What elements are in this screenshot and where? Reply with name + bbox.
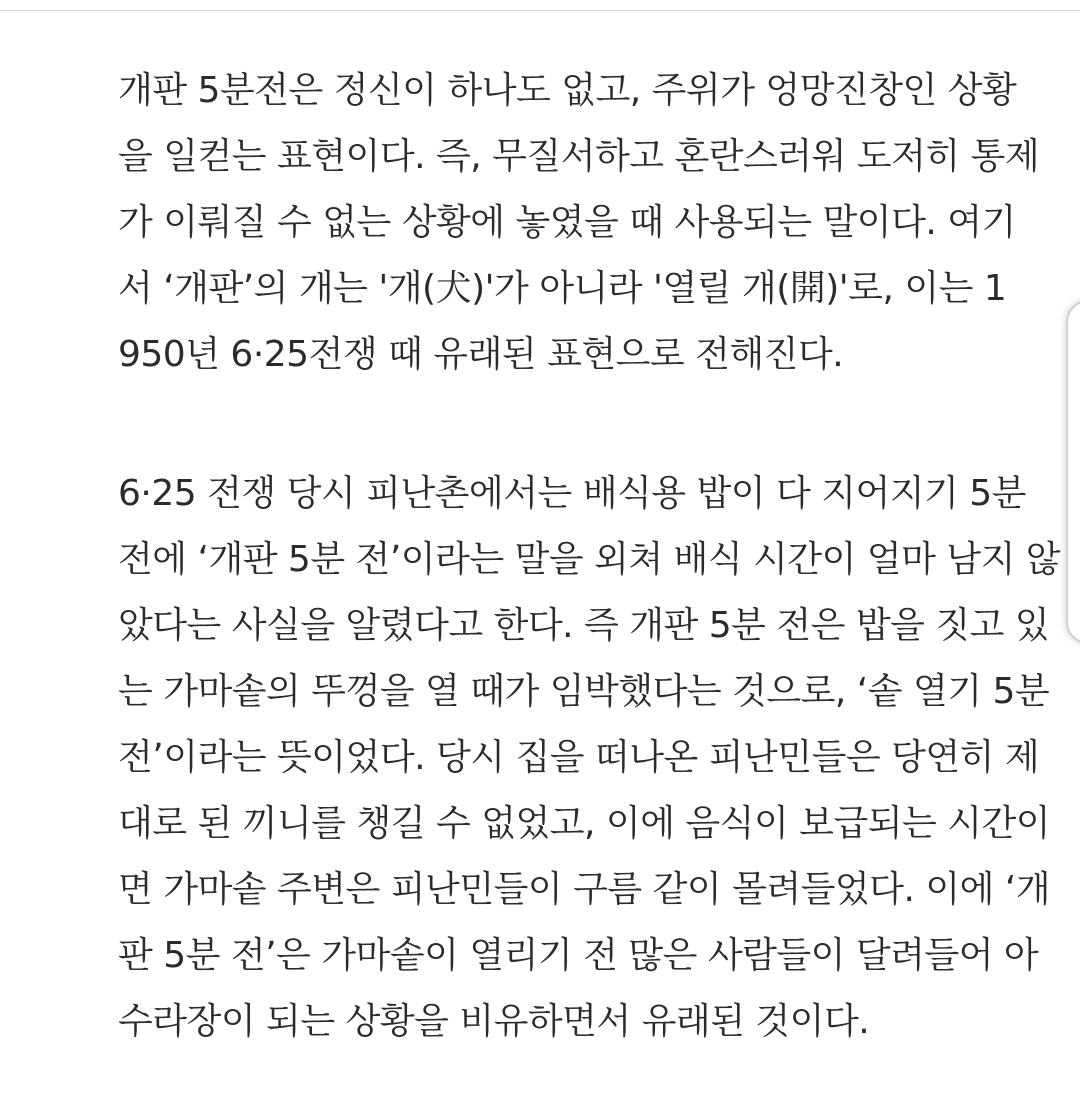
text-line: 았다는 사실을 알렸다고 한다. 즉 개판 5분 전은 밥을 짓고 있: [118, 605, 1050, 646]
text-line: 개판 5분전은 정신이 하나도 없고, 주위가 엉망진창인 상황: [118, 70, 1017, 111]
article-body: [118, 58, 1061, 1055]
text-line: 가 이뤄질 수 없는 상황에 놓였을 때 사용되는 말이다. 여기: [118, 202, 1016, 243]
paragraph-spacer: [118, 388, 968, 461]
text-line: 을 일컫는 표현이다. 즉, 무질서하고 혼란스러워 도저히 통제: [118, 136, 1040, 177]
edge-panel-handle[interactable]: [1066, 300, 1080, 644]
text-line: 수라장이 되는 상황을 비유하면서 유래된 것이다.: [118, 1001, 870, 1042]
text-line: 서 ‘개판’의 개는 '개(犬)'가 아니라 '열릴 개(開)'로, 이는 1: [118, 268, 1007, 309]
paragraph-origin-summary: [118, 58, 1040, 388]
text-line: 면 가마솥 주변은 피난민들이 구름 같이 몰려들었다. 이에 ‘개: [118, 869, 1051, 910]
text-line: 950년 6·25전쟁 때 유래된 표현으로 전해진다.: [118, 334, 844, 375]
text-line: 대로 된 끼니를 챙길 수 없었고, 이에 음식이 보급되는 시간이: [118, 803, 1051, 844]
text-line: 전에 ‘개판 5분 전’이라는 말을 외쳐 배식 시간이 얼마 남지 않: [118, 539, 1061, 580]
text-line: 는 가마솥의 뚜껑을 열 때가 임박했다는 것으로, ‘솥 열기 5분: [118, 671, 1050, 712]
text-line: 전’이라는 뜻이었다. 당시 집을 떠나온 피난민들은 당연히 제: [118, 737, 1040, 778]
text-line: 판 5분 전’은 가마솥이 열리기 전 많은 사람들이 달려들어 아: [118, 935, 1039, 976]
text-line: 6·25 전쟁 당시 피난촌에서는 배식용 밥이 다 지어지기 5분: [118, 473, 1026, 514]
top-divider: [0, 10, 1080, 11]
paragraph-war-history: [118, 461, 1061, 1055]
